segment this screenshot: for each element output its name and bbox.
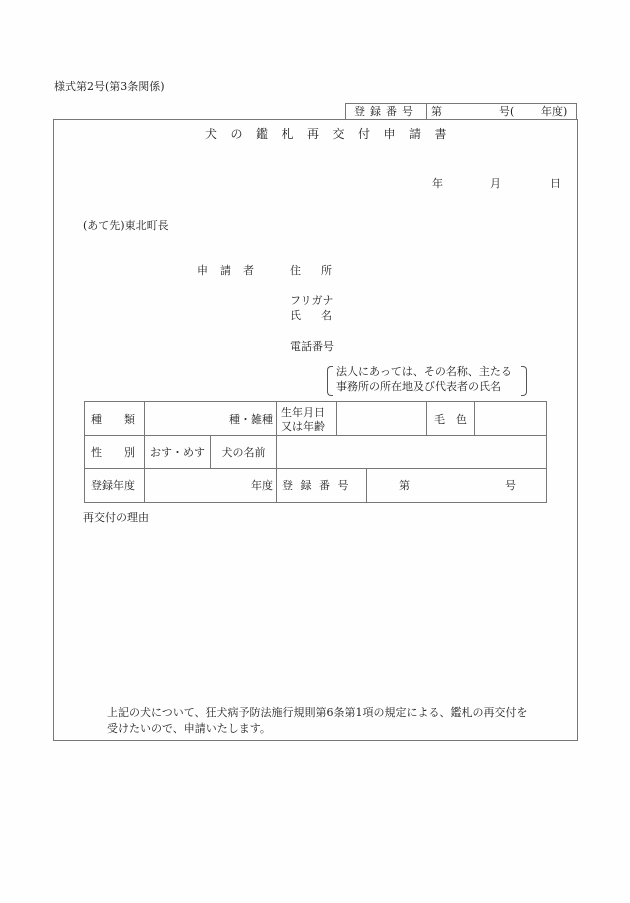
registration-prefix: 第	[431, 105, 442, 118]
sex-label-text: 性 別	[91, 445, 135, 459]
address-label-char1: 住	[290, 264, 301, 277]
addressee: (あて先)東北町長	[83, 219, 169, 232]
date-year-label: 年	[432, 177, 443, 190]
bracket-left-icon	[327, 366, 333, 396]
date-month-label: 月	[490, 177, 501, 190]
reg-year-suffix: 年度	[251, 479, 273, 492]
color-field[interactable]	[475, 402, 546, 435]
dog-name-label-text: 犬の名前	[221, 445, 266, 459]
breed-options: 種・雑種	[229, 412, 273, 426]
furigana-label: フリガナ	[290, 294, 334, 307]
color-label	[427, 402, 474, 435]
applicant-label: 申請者	[197, 264, 266, 277]
bracket-right-icon	[521, 366, 527, 396]
col-divider	[276, 402, 277, 435]
type-label-text: 種 類	[91, 412, 135, 426]
declaration	[107, 705, 567, 737]
name-label-char1: 氏	[290, 309, 301, 322]
reg-year-label	[91, 468, 143, 502]
type-label	[91, 402, 141, 435]
reason-field[interactable]	[83, 530, 563, 695]
form-number: 様式第2号(第3条関係)	[54, 80, 165, 93]
corporate-note	[327, 364, 527, 396]
color-label-text: 毛 色	[434, 412, 467, 426]
dog-name-label	[211, 435, 276, 468]
registration-number-field[interactable]	[427, 104, 576, 119]
address-label-char2: 所	[321, 264, 332, 277]
birth-label-line1: 生年月日	[281, 405, 325, 419]
name-label-char2: 名	[321, 309, 332, 322]
corporate-note-line1: 法人にあっては、その名称、主たる	[336, 365, 512, 378]
reg-year-label-text: 登録年度	[91, 479, 135, 492]
date-day-label: 日	[550, 177, 561, 190]
sex-label	[91, 435, 141, 468]
name-label	[290, 310, 332, 323]
declaration-line2: 受けたいので、申請いたします。	[107, 722, 271, 735]
sex-field[interactable]	[145, 435, 210, 468]
reason-label: 再交付の理由	[83, 511, 149, 524]
registration-number-suffix: 号(	[499, 105, 515, 118]
registration-year-suffix: 年度)	[541, 105, 568, 118]
reg-number-field[interactable]	[367, 468, 546, 502]
page-title: 犬の鑑札再交付申請書	[205, 127, 461, 141]
reg-number-suffix: 号	[505, 479, 516, 492]
reg-number-label-text: 登 録 番 号	[282, 479, 351, 492]
reg-number-prefix: 第	[399, 479, 410, 492]
reg-year-field[interactable]	[145, 468, 273, 502]
reg-number-label	[282, 468, 366, 502]
birth-field[interactable]	[337, 402, 426, 435]
declaration-line1: 上記の犬について、狂犬病予防法施行規則第6条第1項の規定による、鑑札の再交付を	[107, 706, 528, 719]
sex-options: おす・めす	[150, 445, 205, 459]
registration-number-box	[345, 103, 577, 119]
breed-field[interactable]	[145, 402, 273, 435]
dog-name-field[interactable]	[277, 435, 546, 468]
birth-label	[281, 402, 336, 435]
dog-info-table	[84, 401, 547, 503]
phone-label: 電話番号	[290, 340, 334, 353]
corporate-note-line2: 事務所の所在地及び代表者の氏名	[336, 380, 501, 393]
birth-label-line2: 又は年齢	[281, 419, 325, 433]
address-label	[290, 265, 332, 278]
registration-number-label: 登録番号	[346, 104, 427, 119]
